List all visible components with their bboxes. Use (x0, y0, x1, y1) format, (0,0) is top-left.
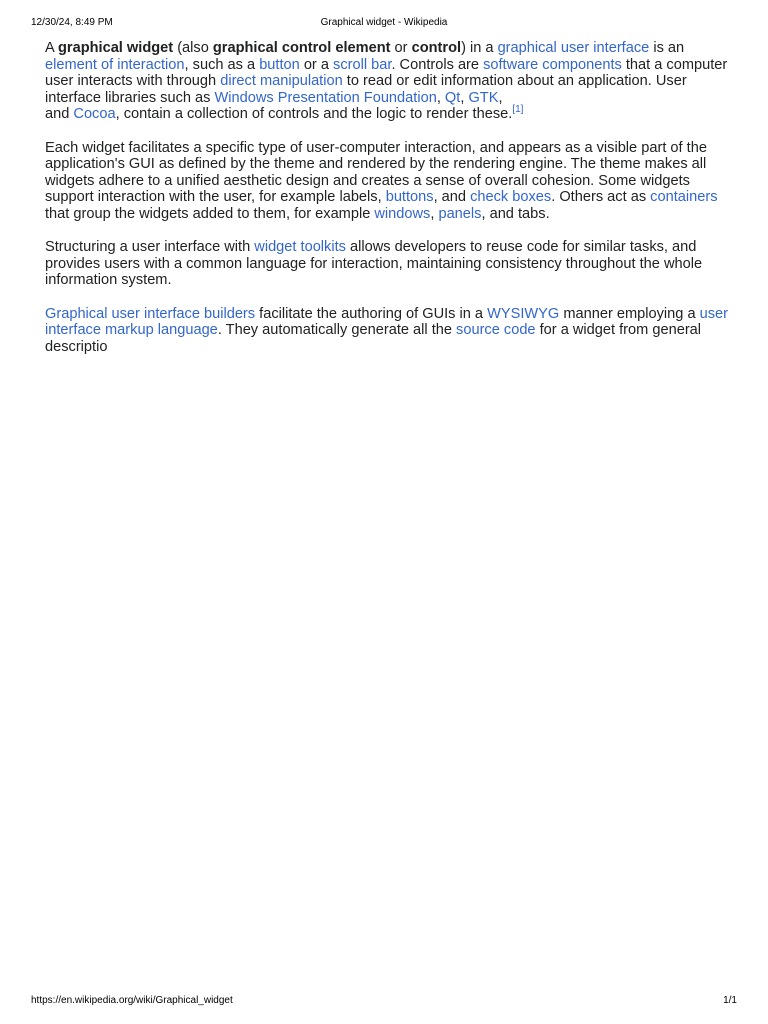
print-header (0, 17, 768, 31)
link-cocoa[interactable]: Cocoa (73, 106, 116, 122)
link-qt[interactable]: Qt (444, 89, 461, 106)
print-datetime: 12/30/24, 8:49 PM (31, 17, 113, 28)
text: allows developers to reuse code for similar tasks, and provides users with a common language for interaction, maintaining consistency throughout the whole information system. (45, 239, 703, 288)
text: is an (649, 40, 685, 56)
text: A (45, 40, 58, 56)
text: Structuring a user interface with (45, 239, 255, 255)
link-windows[interactable]: windows (374, 205, 431, 222)
text: that group the widgets added to them, for example (45, 205, 375, 222)
link-button[interactable]: button (259, 56, 300, 73)
link-element-of-interaction[interactable]: element of interaction (45, 56, 185, 73)
link-source-code[interactable]: source code (456, 322, 536, 338)
text: to read or edit information about an application. User interface libraries such as (45, 73, 687, 106)
term-graphical-widget: graphical widget (57, 40, 174, 56)
text: , contain a collection of controls and the logic to render these. (115, 106, 513, 122)
paragraph-widget-toolkits (45, 239, 731, 289)
link-software-components[interactable]: software components (483, 56, 622, 73)
paragraph-widget-interaction (45, 140, 731, 223)
text: that a computer user interacts with through (45, 56, 728, 89)
link-check-boxes[interactable]: check boxes (470, 189, 552, 205)
term-graphical-control-element: graphical control element (212, 40, 391, 56)
link-scroll-bar[interactable]: scroll bar (333, 56, 392, 73)
link-gtk[interactable]: GTK (468, 89, 499, 106)
link-widget-toolkits[interactable]: widget toolkits (254, 239, 346, 255)
text: facilitate the authoring of GUIs in a (255, 305, 488, 322)
link-graphical-user-interface[interactable]: graphical user interface (497, 40, 650, 56)
link-graphical-user-interface-builders[interactable]: Graphical user interface builders (45, 305, 256, 322)
link-containers[interactable]: containers (650, 189, 718, 205)
link-buttons[interactable]: buttons (385, 189, 434, 205)
text: , and (433, 189, 471, 205)
paragraph-gui-builders (45, 306, 731, 356)
text: , (498, 89, 503, 106)
text: . They automatically generate all the (217, 322, 457, 338)
article-content (45, 40, 731, 372)
text: or a (299, 56, 334, 73)
link-wysiwyg[interactable]: WYSIWYG (487, 305, 560, 322)
text: for a widget from general descriptio (45, 322, 702, 355)
print-footer (0, 995, 768, 1009)
text: , such as a (184, 56, 260, 73)
text: manner employing a (559, 305, 700, 322)
text: , and tabs. (481, 205, 550, 222)
link-user-interface-markup-language[interactable]: user interface markup language (45, 305, 729, 338)
text: ) in a (461, 40, 498, 56)
page-count: 1/1 (723, 995, 737, 1006)
text: . Controls are (391, 56, 484, 73)
text: or (390, 40, 412, 56)
text: , (460, 89, 469, 106)
print-url: https://en.wikipedia.org/wiki/Graphical_widget (31, 995, 233, 1006)
text: and (45, 106, 74, 122)
link-windows-presentation-foundation[interactable]: Windows Presentation Foundation (214, 89, 437, 106)
reference-link-1[interactable]: [1] (512, 104, 524, 115)
term-control: control (411, 40, 462, 56)
paragraph-intro (45, 40, 731, 123)
text: , (430, 205, 439, 222)
text: . Others act as (551, 189, 651, 205)
print-page-title: Graphical widget - Wikipedia (320, 17, 448, 28)
text: Each widget facilitates a specific type of user-computer interaction, and appears as a visible part of the application's GUI as defined by the theme and rendered by the rendering engine. The theme makes all widgets adhere to a unified aesthetic design and creates a sense of overall cohesion. Some widgets support interaction with the user, for example labels, (45, 139, 707, 205)
link-direct-manipulation[interactable]: direct manipulation (220, 73, 343, 89)
text: (also (173, 40, 213, 56)
link-panels[interactable]: panels (438, 205, 482, 222)
text: , (436, 89, 445, 106)
